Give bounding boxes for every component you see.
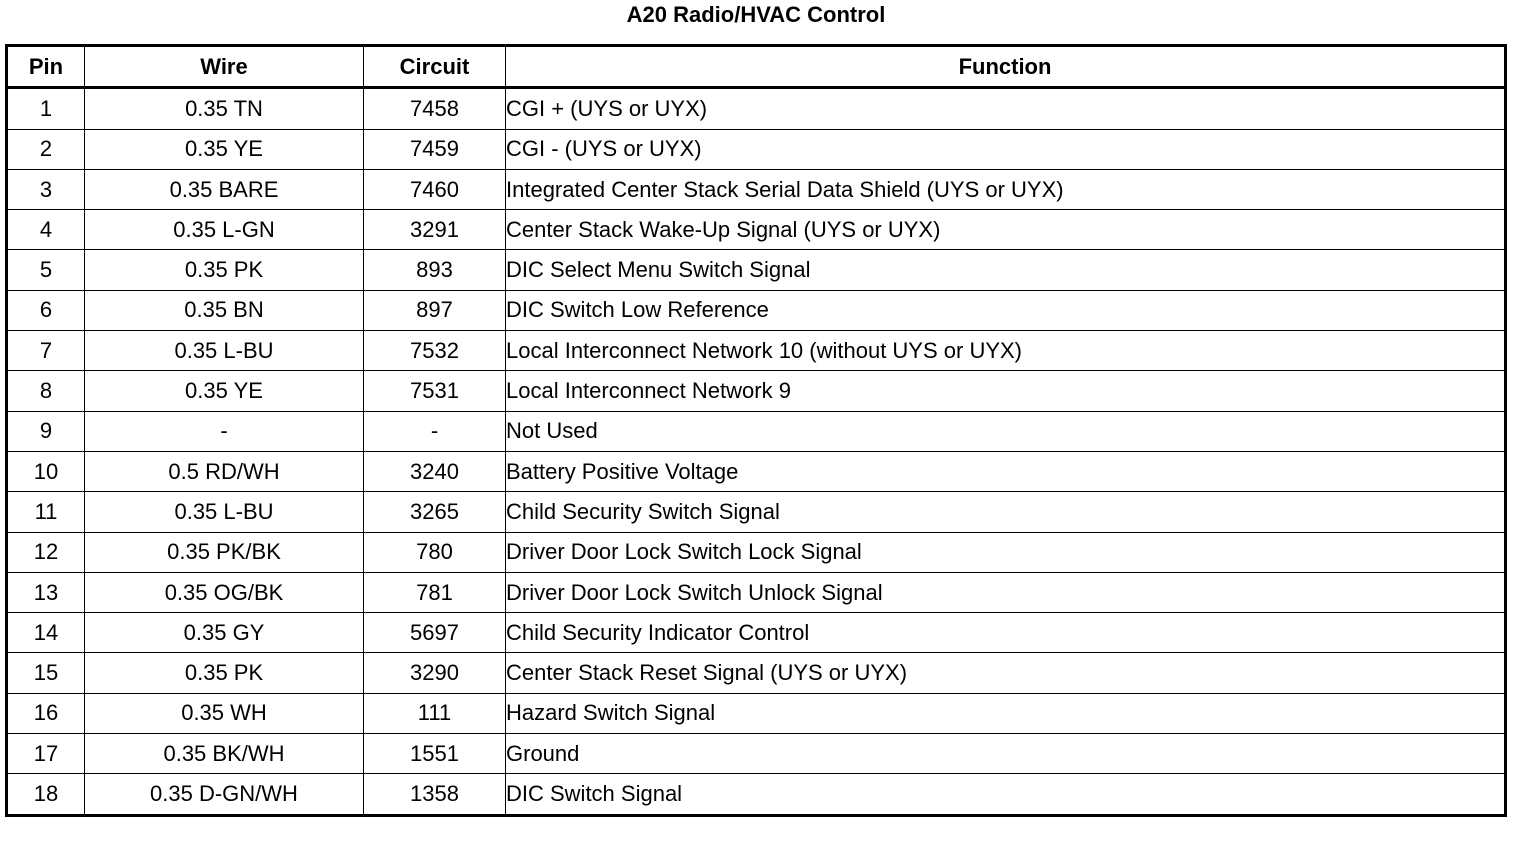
page-title: A20 Radio/HVAC Control	[626, 2, 886, 27]
pin-cell: 3	[7, 169, 85, 209]
circuit-cell: 7531	[364, 371, 506, 411]
table-header	[7, 46, 1506, 88]
circuit-cell: 111	[364, 693, 506, 733]
circuit-cell: 897	[364, 290, 506, 330]
pin-cell: 14	[7, 613, 85, 653]
function-cell: Child Security Indicator Control	[506, 613, 1506, 653]
wire-cell: -	[85, 411, 364, 451]
table-row	[7, 210, 1506, 250]
circuit-cell: 3240	[364, 451, 506, 491]
table-row	[7, 613, 1506, 653]
function-cell: Child Security Switch Signal	[506, 492, 1506, 532]
pin-cell: 2	[7, 129, 85, 169]
table-row	[7, 451, 1506, 491]
wire-cell: 0.35 YE	[85, 129, 364, 169]
circuit-cell: 7460	[364, 169, 506, 209]
wire-cell: 0.35 YE	[85, 371, 364, 411]
pin-cell: 6	[7, 290, 85, 330]
wire-cell: 0.35 PK/BK	[85, 532, 364, 572]
pin-cell: 8	[7, 371, 85, 411]
table-row	[7, 492, 1506, 532]
circuit-cell: 1551	[364, 734, 506, 774]
table-row	[7, 371, 1506, 411]
circuit-cell: 5697	[364, 613, 506, 653]
pin-cell: 18	[7, 774, 85, 815]
table-row	[7, 411, 1506, 451]
circuit-cell: 3291	[364, 210, 506, 250]
wire-cell: 0.35 L-GN	[85, 210, 364, 250]
pin-cell: 4	[7, 210, 85, 250]
table-row	[7, 331, 1506, 371]
function-cell: Driver Door Lock Switch Unlock Signal	[506, 572, 1506, 612]
pin-cell: 1	[7, 88, 85, 129]
circuit-cell: 780	[364, 532, 506, 572]
pin-cell: 12	[7, 532, 85, 572]
pin-cell: 7	[7, 331, 85, 371]
wire-cell: 0.35 D-GN/WH	[85, 774, 364, 815]
table-row	[7, 734, 1506, 774]
wire-cell: 0.5 RD/WH	[85, 451, 364, 491]
function-cell: DIC Select Menu Switch Signal	[506, 250, 1506, 290]
function-cell: CGI - (UYS or UYX)	[506, 129, 1506, 169]
column-header-function: Function	[506, 46, 1506, 88]
table-row	[7, 169, 1506, 209]
wire-cell: 0.35 TN	[85, 88, 364, 129]
wire-cell: 0.35 BN	[85, 290, 364, 330]
circuit-cell: 7459	[364, 129, 506, 169]
connector-pinout-table	[5, 44, 1507, 817]
table-row	[7, 774, 1506, 815]
function-cell: DIC Switch Signal	[506, 774, 1506, 815]
function-cell: CGI + (UYS or UYX)	[506, 88, 1506, 129]
circuit-cell: 781	[364, 572, 506, 612]
wire-cell: 0.35 GY	[85, 613, 364, 653]
pin-cell: 17	[7, 734, 85, 774]
function-cell: Local Interconnect Network 9	[506, 371, 1506, 411]
wire-cell: 0.35 PK	[85, 653, 364, 693]
column-header-circuit: Circuit	[364, 46, 506, 88]
column-header-pin: Pin	[7, 46, 85, 88]
pin-cell: 9	[7, 411, 85, 451]
pin-cell: 5	[7, 250, 85, 290]
wire-cell: 0.35 PK	[85, 250, 364, 290]
column-header-wire: Wire	[85, 46, 364, 88]
function-cell: Center Stack Reset Signal (UYS or UYX)	[506, 653, 1506, 693]
pin-cell: 15	[7, 653, 85, 693]
pin-cell: 13	[7, 572, 85, 612]
function-cell: DIC Switch Low Reference	[506, 290, 1506, 330]
function-cell: Ground	[506, 734, 1506, 774]
wire-cell: 0.35 L-BU	[85, 492, 364, 532]
function-cell: Center Stack Wake-Up Signal (UYS or UYX)	[506, 210, 1506, 250]
circuit-cell: 3265	[364, 492, 506, 532]
table-row	[7, 572, 1506, 612]
function-cell: Hazard Switch Signal	[506, 693, 1506, 733]
table-row	[7, 250, 1506, 290]
pin-cell: 11	[7, 492, 85, 532]
circuit-cell: 7458	[364, 88, 506, 129]
table-body	[7, 88, 1506, 815]
table-row	[7, 290, 1506, 330]
function-cell: Not Used	[506, 411, 1506, 451]
pin-cell: 10	[7, 451, 85, 491]
wire-cell: 0.35 WH	[85, 693, 364, 733]
function-cell: Battery Positive Voltage	[506, 451, 1506, 491]
table-row	[7, 653, 1506, 693]
wire-cell: 0.35 BK/WH	[85, 734, 364, 774]
function-cell: Integrated Center Stack Serial Data Shield (UYS or UYX)	[506, 169, 1506, 209]
table-row	[7, 129, 1506, 169]
circuit-cell: 3290	[364, 653, 506, 693]
wire-cell: 0.35 BARE	[85, 169, 364, 209]
function-cell: Local Interconnect Network 10 (without UYS or UYX)	[506, 331, 1506, 371]
table-row	[7, 88, 1506, 129]
circuit-cell: 893	[364, 250, 506, 290]
table-row	[7, 693, 1506, 733]
function-cell: Driver Door Lock Switch Lock Signal	[506, 532, 1506, 572]
wire-cell: 0.35 OG/BK	[85, 572, 364, 612]
table-row	[7, 532, 1506, 572]
header-row	[7, 46, 1506, 88]
pin-cell: 16	[7, 693, 85, 733]
circuit-cell: 1358	[364, 774, 506, 815]
wire-cell: 0.35 L-BU	[85, 331, 364, 371]
circuit-cell: 7532	[364, 331, 506, 371]
circuit-cell: -	[364, 411, 506, 451]
